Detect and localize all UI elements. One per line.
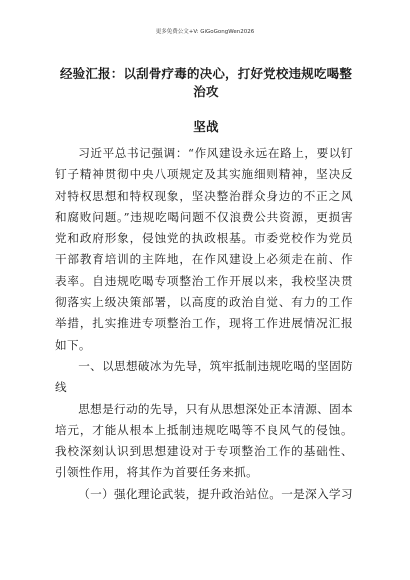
intro-paragraph: 习近平总书记强调：“作风建设永远在路上，要以钉钉子精神贯彻中央八项规定及其实施细则精神，坚决反对特权思想和特权现象，坚决整治群众身边的不正之风和腐败问题。”违规吃喝问题不仅浪费公共资源，更损害党和政府形象，侵蚀党的执政根基。市委党校作为党员干部教育培训的主阵地，在作风建设上必须走在前、作表率。自违规吃喝专项整治工作开展以来，我校坚决贯彻落实上级决策部署，以高度的政治自觉、有力的工作举措，扎实推进专项整治工作，现将工作进展情况汇报如下。	[55, 146, 353, 352]
document-title-line-1: 经验汇报：以刮骨疗毒的决心，打好党校违规吃喝整治攻	[59, 66, 353, 99]
subsection-heading-1: （一）强化理论武装，提升政治站位。一是深入学习	[78, 486, 353, 501]
section-paragraph-1: 思想是行动的先导，只有从思想深处正本清源、固本培元，才能从根本上抵制违规吃喝等不良风气的侵蚀。我校深刻认识到思想建设对于专项整治工作的基础性、引领性作用，将其作为首要任务来抓。	[55, 401, 353, 480]
section-heading-1: 一、以思想破冰为先导，筑牢抵制违规吃喝的坚固防线	[55, 358, 353, 395]
document-body	[55, 143, 353, 505]
document-title-line-2: 坚战	[193, 119, 219, 134]
header-note: 更多免费公文+V: GiGoGongWen2026	[155, 29, 255, 35]
